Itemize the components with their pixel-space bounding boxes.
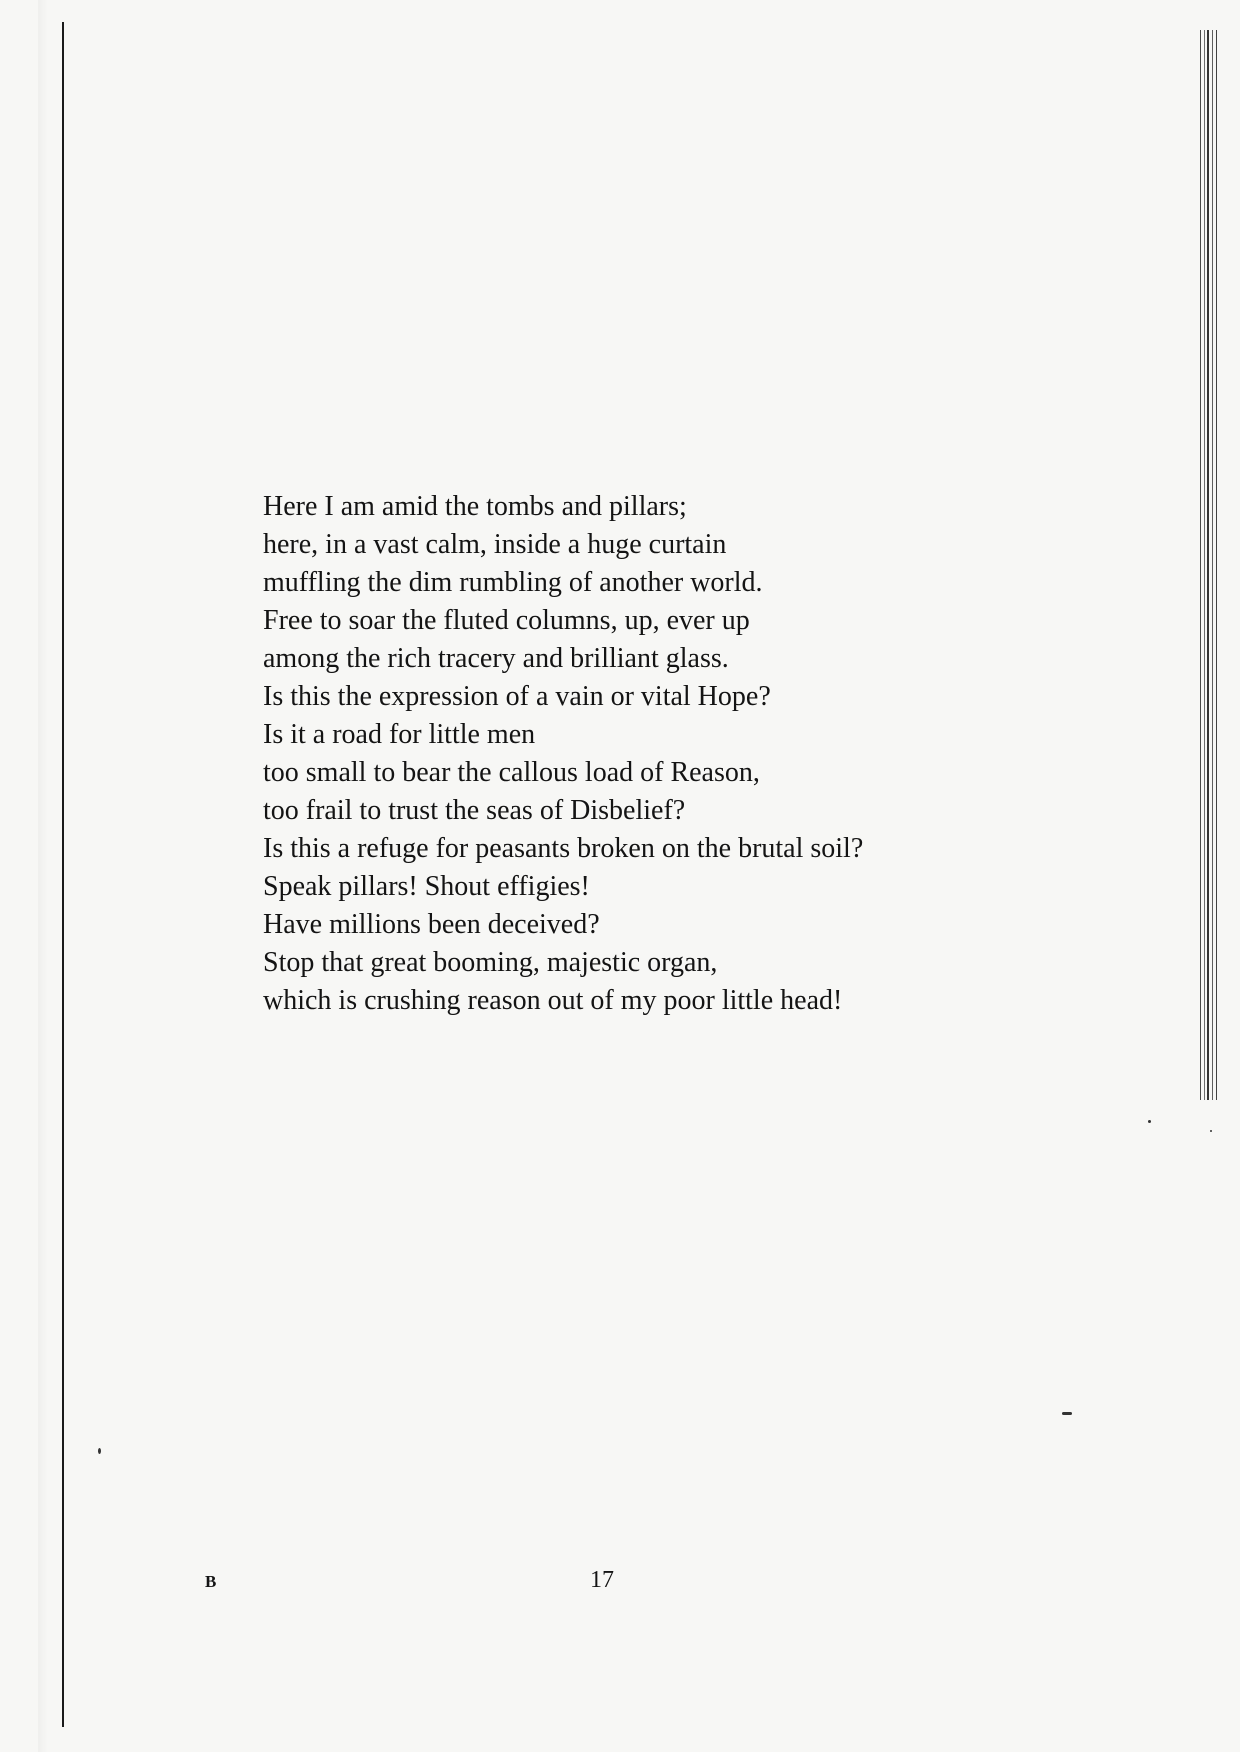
poem-line: Is this the expression of a vain or vital Hope? [263,681,771,712]
scan-shadow [38,0,48,1752]
poem-line: Here I am amid the tombs and pillars; [263,491,687,522]
signature-mark: B [205,1572,217,1591]
poem-line: among the rich tracery and brilliant glass. [263,643,729,674]
poem-line: muffling the dim rumbling of another world. [263,567,763,598]
poem-line: here, in a vast calm, inside a huge curtain [263,529,727,560]
poem-line: too small to bear the callous load of Reason, [263,757,760,788]
scan-speck [1210,1130,1212,1132]
poem-text [263,488,863,1020]
poem-line: too frail to trust the seas of Disbelief? [263,795,686,826]
page-number: 17 [590,1567,614,1593]
scan-speck [98,1448,101,1454]
poem-line: Stop that great booming, majestic organ, [263,947,718,978]
poem-line: which is crushing reason out of my poor little head! [263,985,843,1016]
scan-speck [1062,1412,1072,1415]
poem-line: Is it a road for little men [263,719,536,750]
poem-line: Have millions been deceived? [263,909,600,940]
page-left-edge [62,22,64,1727]
poem-line: Free to soar the fluted columns, up, ever up [263,605,750,636]
poem-line: Is this a refuge for peasants broken on the brutal soil? [263,833,864,864]
page-right-edge [1198,30,1220,1100]
scan-speck [1148,1120,1151,1123]
poem-line: Speak pillars! Shout effigies! [263,871,590,902]
